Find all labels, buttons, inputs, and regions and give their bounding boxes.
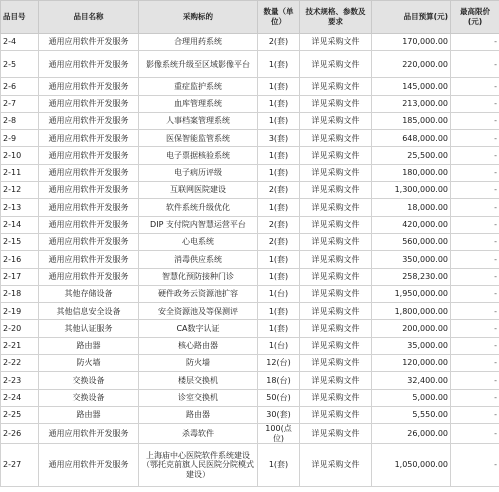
max-price-cell: - [451,130,499,147]
max-price-cell: - [451,147,499,164]
item-no-cell: 2-8 [1,112,39,129]
procurement-object-cell: 防火墙 [139,355,258,372]
table-row [1,320,499,337]
max-price-cell: - [451,389,499,406]
quantity-cell: 1(套) [258,303,300,320]
item-name-cell: 通用应用软件开发服务 [39,51,139,78]
max-price-cell: - [451,182,499,199]
budget-cell: 25,500.00 [372,147,451,164]
item-no-cell: 2-4 [1,34,39,51]
quantity-cell: 100(点位) [258,424,300,444]
quantity-cell: 2(套) [258,233,300,250]
quantity-cell: 1(台) [258,337,300,354]
quantity-cell: 30(套) [258,406,300,423]
requirements-cell: 详见采购文件 [300,182,372,199]
table-row [1,112,499,129]
item-no-cell: 2-24 [1,389,39,406]
procurement-object-cell: 硬件政务云资源池扩容 [139,285,258,302]
table-row [1,337,499,354]
item-name-cell: 路由器 [39,406,139,423]
max-price-cell: - [451,303,499,320]
procurement-object-cell: 影像系统升级至区域影像平台 [139,51,258,78]
header-requirements: 技术规格、参数及要求 [300,1,372,34]
header-max-price: 最高限价(元) [451,1,499,34]
table-row [1,251,499,268]
requirements-cell: 详见采购文件 [300,320,372,337]
budget-cell: 32,400.00 [372,372,451,389]
max-price-cell: - [451,424,499,444]
quantity-cell: 1(套) [258,95,300,112]
header-procurement-object: 采购标的 [139,1,258,34]
max-price-cell: - [451,199,499,216]
table-row [1,95,499,112]
requirements-cell: 详见采购文件 [300,78,372,95]
item-no-cell: 2-12 [1,182,39,199]
procurement-object-cell: 互联网医院建设 [139,182,258,199]
budget-cell: 145,000.00 [372,78,451,95]
max-price-cell: - [451,78,499,95]
max-price-cell: - [451,320,499,337]
item-name-cell: 交换设备 [39,389,139,406]
budget-cell: 18,000.00 [372,199,451,216]
quantity-cell: 1(套) [258,444,300,487]
item-name-cell: 通用应用软件开发服务 [39,147,139,164]
table-row [1,389,499,406]
item-name-cell: 通用应用软件开发服务 [39,251,139,268]
quantity-cell: 1(套) [258,51,300,78]
budget-cell: 26,000.00 [372,424,451,444]
budget-cell: 1,800,000.00 [372,303,451,320]
item-name-cell: 通用应用软件开发服务 [39,268,139,285]
procurement-object-cell: CA数字认证 [139,320,258,337]
max-price-cell: - [451,406,499,423]
table-row [1,164,499,181]
budget-cell: 258,230.00 [372,268,451,285]
requirements-cell: 详见采购文件 [300,95,372,112]
requirements-cell: 详见采购文件 [300,303,372,320]
requirements-cell: 详见采购文件 [300,355,372,372]
budget-cell: 420,000.00 [372,216,451,233]
table-row [1,34,499,51]
requirements-cell: 详见采购文件 [300,34,372,51]
max-price-cell: - [451,112,499,129]
requirements-cell: 详见采购文件 [300,112,372,129]
requirements-cell: 详见采购文件 [300,216,372,233]
quantity-cell: 1(套) [258,164,300,181]
item-no-cell: 2-25 [1,406,39,423]
table-row [1,182,499,199]
budget-cell: 180,000.00 [372,164,451,181]
item-name-cell: 通用应用软件开发服务 [39,182,139,199]
procurement-object-cell: 路由器 [139,406,258,423]
requirements-cell: 详见采购文件 [300,268,372,285]
header-item-name: 品目名称 [39,1,139,34]
quantity-cell: 1(套) [258,78,300,95]
item-no-cell: 2-26 [1,424,39,444]
item-no-cell: 2-17 [1,268,39,285]
quantity-cell: 2(套) [258,34,300,51]
max-price-cell: - [451,216,499,233]
procurement-object-cell: 核心路由器 [139,337,258,354]
item-name-cell: 通用应用软件开发服务 [39,444,139,487]
requirements-cell: 详见采购文件 [300,233,372,250]
quantity-cell: 3(套) [258,130,300,147]
table-row [1,268,499,285]
item-name-cell: 通用应用软件开发服务 [39,95,139,112]
item-name-cell: 路由器 [39,337,139,354]
max-price-cell: - [451,337,499,354]
table-row [1,355,499,372]
item-no-cell: 2-23 [1,372,39,389]
budget-cell: 5,000.00 [372,389,451,406]
item-name-cell: 通用应用软件开发服务 [39,130,139,147]
requirements-cell: 详见采购文件 [300,130,372,147]
procurement-object-cell: 楼层交换机 [139,372,258,389]
item-no-cell: 2-21 [1,337,39,354]
max-price-cell: - [451,444,499,487]
quantity-cell: 50(台) [258,389,300,406]
max-price-cell: - [451,51,499,78]
item-name-cell: 通用应用软件开发服务 [39,78,139,95]
budget-cell: 170,000.00 [372,34,451,51]
requirements-cell: 详见采购文件 [300,444,372,487]
procurement-object-cell: 电子票据核验系统 [139,147,258,164]
procurement-object-cell: 合理用药系统 [139,34,258,51]
procurement-object-cell: 安全资源池及等保测评 [139,303,258,320]
max-price-cell: - [451,95,499,112]
requirements-cell: 详见采购文件 [300,424,372,444]
max-price-cell: - [451,34,499,51]
budget-cell: 185,000.00 [372,112,451,129]
table-row [1,130,499,147]
procurement-object-cell: DIP 支付院内智慧运营平台 [139,216,258,233]
procurement-object-cell: 上海庙中心医院软件系统建设（鄂托克前旗人民医院分院模式建设） [139,444,258,487]
budget-cell: 120,000.00 [372,355,451,372]
header-item-no: 品目号 [1,1,39,34]
item-no-cell: 2-9 [1,130,39,147]
item-no-cell: 2-20 [1,320,39,337]
table-row [1,406,499,423]
budget-cell: 200,000.00 [372,320,451,337]
procurement-object-cell: 软件系统升级优化 [139,199,258,216]
max-price-cell: - [451,233,499,250]
quantity-cell: 2(套) [258,216,300,233]
procurement-object-cell: 重症监护系统 [139,78,258,95]
procurement-object-cell: 诊室交换机 [139,389,258,406]
procurement-object-cell: 心电系统 [139,233,258,250]
max-price-cell: - [451,285,499,302]
procurement-object-cell: 电子病历评级 [139,164,258,181]
item-no-cell: 2-13 [1,199,39,216]
table-row [1,303,499,320]
requirements-cell: 详见采购文件 [300,147,372,164]
budget-cell: 350,000.00 [372,251,451,268]
requirements-cell: 详见采购文件 [300,285,372,302]
item-name-cell: 其他存储设备 [39,285,139,302]
table-row [1,199,499,216]
budget-cell: 220,000.00 [372,51,451,78]
requirements-cell: 详见采购文件 [300,337,372,354]
table-body [1,34,499,487]
header-row [1,1,499,34]
max-price-cell: - [451,251,499,268]
item-name-cell: 防火墙 [39,355,139,372]
procurement-object-cell: 智慧化预防接种门诊 [139,268,258,285]
budget-cell: 213,000.00 [372,95,451,112]
table-header [1,1,499,34]
budget-cell: 648,000.00 [372,130,451,147]
item-name-cell: 通用应用软件开发服务 [39,164,139,181]
table-row [1,424,499,444]
quantity-cell: 1(套) [258,147,300,164]
header-budget: 品目预算(元) [372,1,451,34]
requirements-cell: 详见采购文件 [300,164,372,181]
item-no-cell: 2-19 [1,303,39,320]
item-name-cell: 通用应用软件开发服务 [39,112,139,129]
table-row [1,78,499,95]
item-no-cell: 2-16 [1,251,39,268]
budget-cell: 1,950,000.00 [372,285,451,302]
requirements-cell: 详见采购文件 [300,51,372,78]
procurement-object-cell: 消毒供应系统 [139,251,258,268]
table-row [1,372,499,389]
item-no-cell: 2-27 [1,444,39,487]
max-price-cell: - [451,164,499,181]
item-no-cell: 2-7 [1,95,39,112]
requirements-cell: 详见采购文件 [300,251,372,268]
item-no-cell: 2-15 [1,233,39,250]
budget-cell: 5,550.00 [372,406,451,423]
requirements-cell: 详见采购文件 [300,389,372,406]
item-no-cell: 2-22 [1,355,39,372]
table-row [1,216,499,233]
item-name-cell: 通用应用软件开发服务 [39,216,139,233]
item-no-cell: 2-18 [1,285,39,302]
item-no-cell: 2-6 [1,78,39,95]
max-price-cell: - [451,372,499,389]
procurement-object-cell: 血库管理系统 [139,95,258,112]
item-no-cell: 2-14 [1,216,39,233]
table-row [1,285,499,302]
item-name-cell: 通用应用软件开发服务 [39,233,139,250]
budget-cell: 1,050,000.00 [372,444,451,487]
item-name-cell: 其他信息安全设备 [39,303,139,320]
quantity-cell: 1(套) [258,268,300,285]
quantity-cell: 12(台) [258,355,300,372]
procurement-object-cell: 杀毒软件 [139,424,258,444]
item-no-cell: 2-5 [1,51,39,78]
table-row [1,233,499,250]
quantity-cell: 1(套) [258,320,300,337]
item-name-cell: 交换设备 [39,372,139,389]
budget-cell: 560,000.00 [372,233,451,250]
item-name-cell: 通用应用软件开发服务 [39,424,139,444]
max-price-cell: - [451,268,499,285]
requirements-cell: 详见采购文件 [300,199,372,216]
quantity-cell: 2(套) [258,182,300,199]
requirements-cell: 详见采购文件 [300,372,372,389]
budget-cell: 1,300,000.00 [372,182,451,199]
quantity-cell: 1(台) [258,285,300,302]
item-no-cell: 2-10 [1,147,39,164]
quantity-cell: 1(套) [258,112,300,129]
max-price-cell: - [451,355,499,372]
item-no-cell: 2-11 [1,164,39,181]
item-name-cell: 通用应用软件开发服务 [39,199,139,216]
table-row [1,51,499,78]
quantity-cell: 1(套) [258,251,300,268]
procurement-object-cell: 医保智能监管系统 [139,130,258,147]
header-quantity: 数量（单位） [258,1,300,34]
procurement-object-cell: 人事档案管理系统 [139,112,258,129]
budget-cell: 35,000.00 [372,337,451,354]
table-row [1,147,499,164]
item-name-cell: 其他认证服务 [39,320,139,337]
table-row [1,444,499,487]
item-name-cell: 通用应用软件开发服务 [39,34,139,51]
quantity-cell: 18(台) [258,372,300,389]
quantity-cell: 1(套) [258,199,300,216]
requirements-cell: 详见采购文件 [300,406,372,423]
